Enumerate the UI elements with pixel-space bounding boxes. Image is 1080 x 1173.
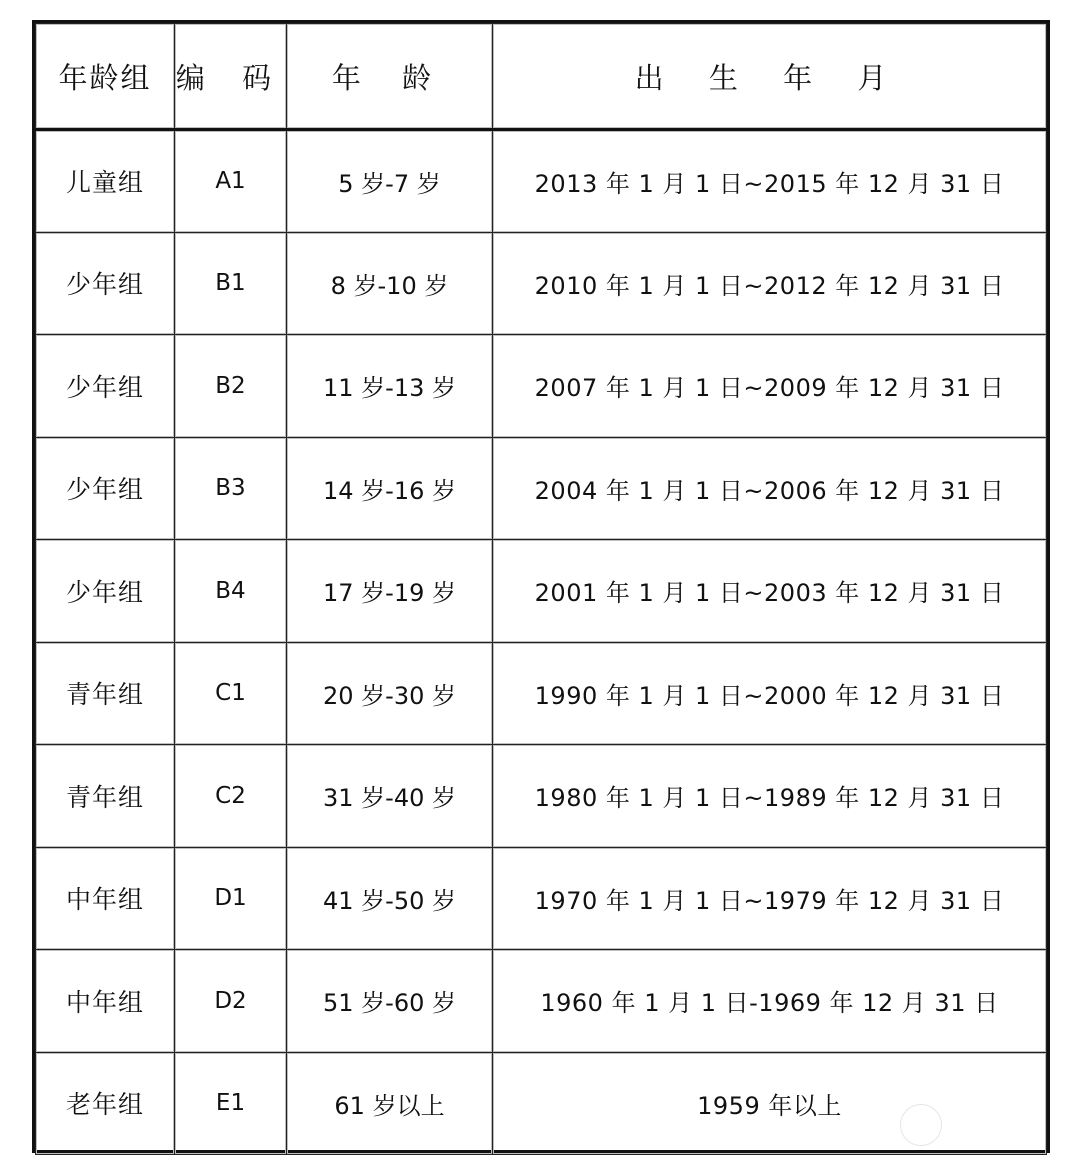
- table-row: [36, 642, 1047, 745]
- cell-birth-date: 1970 年 1 月 1 日~1979 年 12 月 31 日: [493, 847, 1047, 950]
- cell-age: 14 岁-16 岁: [287, 437, 493, 540]
- cell-age: 41 岁-50 岁: [287, 847, 493, 950]
- age-group-table-frame: [32, 20, 1050, 1153]
- age-group-table: [35, 23, 1047, 1155]
- cell-age-group: 少年组: [36, 232, 175, 335]
- header-age-group: 年龄组: [36, 24, 175, 130]
- cell-age-group: 中年组: [36, 847, 175, 950]
- header-code: 编 码: [175, 24, 287, 130]
- cell-age: 61 岁以上: [287, 1052, 493, 1155]
- cell-birth-date: 1990 年 1 月 1 日~2000 年 12 月 31 日: [493, 642, 1047, 745]
- cell-age-group: 少年组: [36, 335, 175, 438]
- table-row: [36, 232, 1047, 335]
- cell-birth-date: 2004 年 1 月 1 日~2006 年 12 月 31 日: [493, 437, 1047, 540]
- cell-birth-date: 1980 年 1 月 1 日~1989 年 12 月 31 日: [493, 745, 1047, 848]
- cell-age-group: 少年组: [36, 540, 175, 643]
- cell-birth-date: 2013 年 1 月 1 日~2015 年 12 月 31 日: [493, 130, 1047, 233]
- table-row: [36, 437, 1047, 540]
- table-row: [36, 950, 1047, 1053]
- cell-age-group: 老年组: [36, 1052, 175, 1155]
- cell-code: D2: [175, 950, 287, 1053]
- cell-birth-date: 2010 年 1 月 1 日~2012 年 12 月 31 日: [493, 232, 1047, 335]
- table-row: [36, 130, 1047, 233]
- cell-age: 31 岁-40 岁: [287, 745, 493, 848]
- cell-code: B1: [175, 232, 287, 335]
- table-header: [36, 24, 1047, 130]
- table-row: [36, 540, 1047, 643]
- table-row: [36, 847, 1047, 950]
- cell-code: C2: [175, 745, 287, 848]
- table-row: [36, 1052, 1047, 1155]
- table-row: [36, 745, 1047, 848]
- cell-code: C1: [175, 642, 287, 745]
- cell-code: B3: [175, 437, 287, 540]
- cell-age: 17 岁-19 岁: [287, 540, 493, 643]
- header-age: 年 龄: [287, 24, 493, 130]
- cell-age-group: 儿童组: [36, 130, 175, 233]
- cell-age-group: 青年组: [36, 642, 175, 745]
- cell-age-group: 少年组: [36, 437, 175, 540]
- cell-age-group: 青年组: [36, 745, 175, 848]
- cell-age-group: 中年组: [36, 950, 175, 1053]
- cell-age: 8 岁-10 岁: [287, 232, 493, 335]
- cell-code: B4: [175, 540, 287, 643]
- table-body: [36, 130, 1047, 1155]
- cell-birth-date: 2001 年 1 月 1 日~2003 年 12 月 31 日: [493, 540, 1047, 643]
- cell-age: 11 岁-13 岁: [287, 335, 493, 438]
- header-birth-date: 出 生 年 月: [493, 24, 1047, 130]
- cell-age: 51 岁-60 岁: [287, 950, 493, 1053]
- cell-birth-date: 1960 年 1 月 1 日-1969 年 12 月 31 日: [493, 950, 1047, 1053]
- table-row: [36, 335, 1047, 438]
- cell-age: 5 岁-7 岁: [287, 130, 493, 233]
- cell-code: B2: [175, 335, 287, 438]
- cell-code: E1: [175, 1052, 287, 1155]
- cell-code: A1: [175, 130, 287, 233]
- cell-code: D1: [175, 847, 287, 950]
- cell-age: 20 岁-30 岁: [287, 642, 493, 745]
- cell-birth-date: 1959 年以上: [493, 1052, 1047, 1155]
- cell-birth-date: 2007 年 1 月 1 日~2009 年 12 月 31 日: [493, 335, 1047, 438]
- header-row: [36, 24, 1047, 130]
